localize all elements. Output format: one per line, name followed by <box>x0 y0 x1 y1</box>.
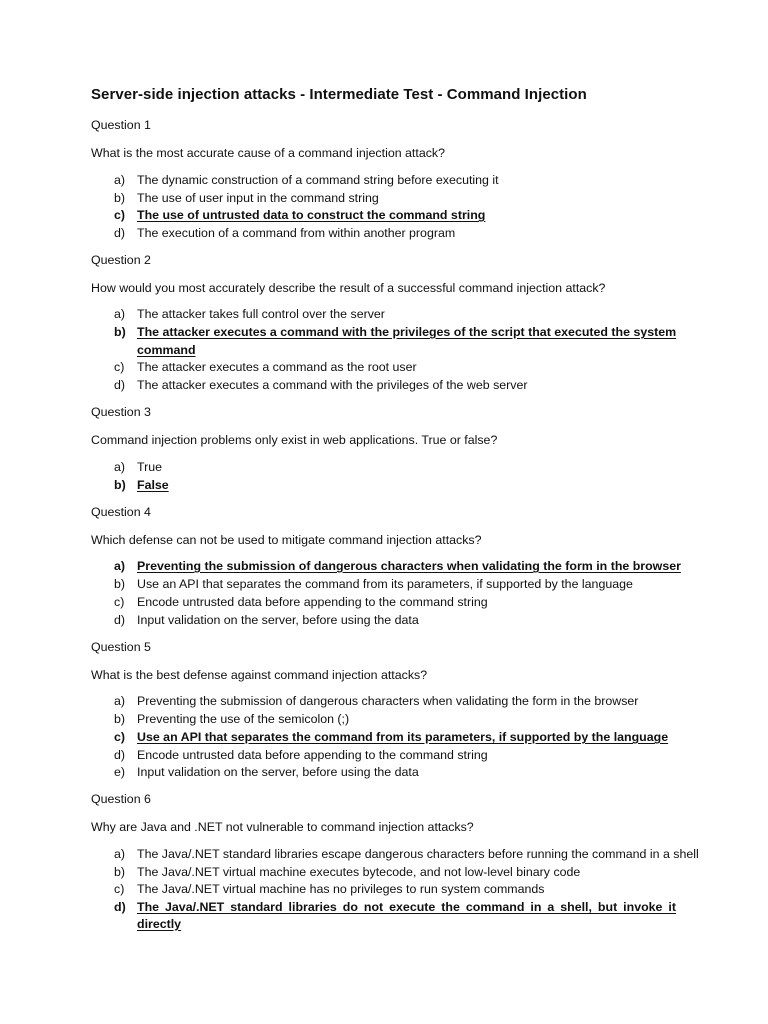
question-2-option-a <box>114 306 726 324</box>
option-letter: b) <box>114 325 126 339</box>
question-2-option-b-correct <box>114 324 686 359</box>
question-2-option-d <box>114 377 726 395</box>
option-text: The attacker takes full control over the server <box>137 307 385 321</box>
question-4-option-c <box>114 594 726 612</box>
option-text: Input validation on the server, before using the data <box>137 612 419 627</box>
option-text: The use of untrusted data to construct the command string <box>137 208 486 222</box>
option-text: Encode untrusted data before appending to the command string <box>137 595 488 609</box>
option-letter: b) <box>114 577 126 591</box>
question-6-option-a <box>114 846 754 864</box>
question-2-option-c <box>114 359 726 377</box>
option-letter: c) <box>114 882 125 896</box>
option-letter: a) <box>114 173 126 187</box>
option-text: The attacker executes a command with the privileges of the web server <box>137 377 528 392</box>
question-5-option-b <box>114 711 726 729</box>
option-text: The execution of a command from within another program <box>137 225 456 240</box>
question-5-heading: Question 5 <box>91 640 151 654</box>
option-letter: d) <box>114 612 126 627</box>
option-text: True <box>137 460 163 474</box>
option-text: The Java/.NET standard libraries do not execute the command in a shell, but invoke it directly <box>137 899 676 931</box>
option-letter: c) <box>114 208 126 222</box>
option-text: The attacker executes a command as the root user <box>137 360 417 374</box>
option-letter: a) <box>114 460 126 474</box>
option-text: The use of user input in the command string <box>137 190 379 205</box>
question-5-option-a <box>114 693 726 711</box>
question-6-heading: Question 6 <box>91 792 151 806</box>
question-5-option-c-correct <box>114 729 726 747</box>
option-text: The Java/.NET virtual machine executes bytecode, and not low-level binary code <box>137 864 581 879</box>
option-letter: a) <box>114 847 126 861</box>
option-letter: c) <box>114 730 126 744</box>
document-title: Server-side injection attacks - Intermediate Test - Command Injection <box>91 86 587 103</box>
question-1-option-c-correct <box>114 207 726 225</box>
question-1-option-a <box>114 172 726 190</box>
option-text: Preventing the use of the semicolon (;) <box>137 712 350 726</box>
option-text: The Java/.NET standard libraries escape dangerous characters before running the command in a shell <box>137 847 699 861</box>
question-3-text: Command injection problems only exist in web applications. True or false? <box>91 433 498 447</box>
option-letter: a) <box>114 559 126 573</box>
question-1-option-d <box>114 225 726 243</box>
question-4-option-b <box>114 576 726 594</box>
question-6-option-b <box>114 864 726 882</box>
option-text: Input validation on the server, before using the data <box>137 765 419 779</box>
option-letter: b) <box>114 477 126 492</box>
option-text: The attacker executes a command with the privileges of the script that executed the system command <box>137 325 677 357</box>
question-6-option-d-correct <box>114 899 676 934</box>
option-letter: e) <box>114 765 126 779</box>
question-2-text: How would you most accurately describe the result of a successful command injection attack? <box>91 281 606 295</box>
question-3-option-a <box>114 459 726 477</box>
question-6-option-c <box>114 881 726 899</box>
question-4-text: Which defense can not be used to mitigate command injection attacks? <box>91 533 482 547</box>
question-3-heading: Question 3 <box>91 405 151 419</box>
option-letter: a) <box>114 694 126 708</box>
option-text: Use an API that separates the command from its parameters, if supported by the language <box>137 730 669 744</box>
question-4-option-d <box>114 612 726 630</box>
option-text: Preventing the submission of dangerous characters when validating the form in the browser <box>137 559 681 573</box>
option-letter: d) <box>114 377 126 392</box>
question-5-option-e <box>114 764 726 782</box>
question-5-option-d <box>114 747 726 765</box>
option-letter: d) <box>114 225 126 240</box>
option-text: Preventing the submission of dangerous characters when validating the form in the browser <box>137 694 639 708</box>
option-text: The dynamic construction of a command string before executing it <box>137 173 499 187</box>
option-letter: b) <box>114 190 126 205</box>
question-4-option-a-correct <box>114 558 726 576</box>
question-3-option-b-correct <box>114 477 726 495</box>
option-letter: d) <box>114 747 126 762</box>
option-letter: b) <box>114 712 126 726</box>
question-1-text: What is the most accurate cause of a command injection attack? <box>91 146 445 160</box>
option-text: Use an API that separates the command from its parameters, if supported by the language <box>137 577 633 591</box>
option-letter: c) <box>114 595 125 609</box>
question-5-text: What is the best defense against command injection attacks? <box>91 668 428 682</box>
option-text: The Java/.NET virtual machine has no privileges to run system commands <box>137 882 545 896</box>
option-letter: c) <box>114 360 125 374</box>
option-letter: d) <box>114 899 126 914</box>
question-1-heading: Question 1 <box>91 118 151 132</box>
option-text: Encode untrusted data before appending to the command string <box>137 747 488 762</box>
question-6-text: Why are Java and .NET not vulnerable to command injection attacks? <box>91 820 474 834</box>
option-text: False <box>137 477 169 492</box>
question-1-option-b <box>114 190 726 208</box>
option-letter: a) <box>114 307 126 321</box>
option-letter: b) <box>114 864 126 879</box>
question-4-heading: Question 4 <box>91 505 151 519</box>
question-2-heading: Question 2 <box>91 253 151 267</box>
